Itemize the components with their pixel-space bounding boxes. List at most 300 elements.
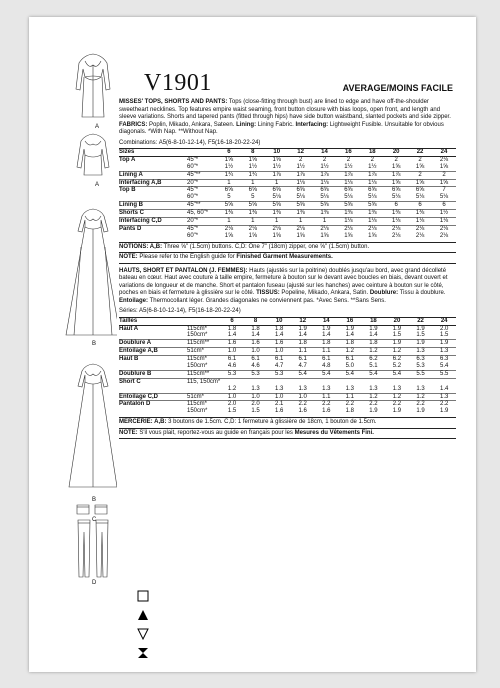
- yardage-cell: 2.0: [439, 325, 449, 332]
- yardage-cell: 1⅞: [360, 171, 384, 179]
- yardage-cell: 1.0: [291, 393, 315, 401]
- hourglass-icon: [137, 647, 149, 659]
- table-row: [119, 386, 456, 393]
- yardage-cell: 6⅝: [241, 187, 265, 194]
- yardage-cell: 1.1: [338, 393, 362, 401]
- yardage-cell: 5⅝: [336, 202, 360, 210]
- yardage-cell: 1⅞: [289, 171, 313, 179]
- yardage-cell: 5.4: [315, 370, 339, 378]
- yardage-cell: 6: [408, 202, 432, 210]
- english-description: MISSES' TOPS, SHORTS AND PANTS: Tops (close-fitting through bust) are lined to edge and have off-the-shoulder sweetheart necklines. Top features empire waist seaming, front button closure with bias loops, open front, and length and sleeve variations. Shorts and tapered pants (fitted through hips) have side button waistband, slanted pockets and side zipper. FABRICS: Poplin, Mikado, Ankara, Sateen. Lining: Lining Fabric. Interfacing: Lightweight Fusible. Unsuitable for obvious diagonals. *With Nap. **Without Nap.: [119, 99, 451, 135]
- yardage-cell: 1⅝: [344, 232, 353, 239]
- yardage-cell: 4.6: [227, 363, 237, 370]
- yardage-cell: 2: [394, 156, 398, 163]
- yardage-cell: 6.1: [267, 356, 291, 363]
- row-label: Haut A: [119, 325, 139, 332]
- row-label: Pants D: [119, 225, 187, 232]
- yardage-cell: 2⅛: [313, 225, 337, 232]
- row-label: Interfacing A,B: [119, 179, 187, 187]
- yardage-cell: 1⅛: [432, 218, 456, 226]
- table-row: [119, 179, 456, 187]
- row-label: Haut B: [119, 356, 187, 363]
- triangle-up-icon: [137, 609, 149, 621]
- figure-label-a2: A: [95, 182, 100, 188]
- yardage-cell: 1.3: [392, 385, 402, 392]
- figure-label-b1: B: [92, 341, 97, 347]
- figure-label-c: C: [92, 517, 97, 523]
- yardage-cell: 2: [418, 156, 422, 163]
- yardage-cell: 5.3: [267, 370, 291, 378]
- yardage-cell: 1⅝: [408, 179, 432, 187]
- yardage-cell: 1: [265, 179, 289, 187]
- yardage-cell: 2⅛: [265, 225, 289, 232]
- yardage-cell: 1.6: [220, 340, 244, 348]
- row-label: Entoilage C,D: [119, 393, 187, 401]
- yardage-cell: 1.5: [227, 408, 237, 415]
- fabric-width: [187, 386, 220, 393]
- fabric-width: 45"**: [187, 171, 217, 179]
- yardage-cell: 1⅝: [415, 163, 425, 170]
- yardage-cell: 1⅞: [313, 171, 337, 179]
- yardage-cell: 5⅛: [344, 194, 353, 201]
- yardage-cell: 5⅛: [320, 194, 329, 201]
- top-b-gown-figure-1: [66, 209, 117, 335]
- yardage-cell: 2⅛: [408, 225, 432, 232]
- yardage-cell: 1.9: [369, 408, 378, 415]
- fabric-width: 45"*: [187, 156, 199, 163]
- yardage-cell: 1.4: [439, 385, 449, 392]
- yardage-cell: 1.8: [227, 325, 237, 332]
- yardage-cell: 2: [322, 156, 327, 163]
- yardage-cell: 1.9: [345, 325, 355, 332]
- pattern-envelope-back: [29, 17, 476, 672]
- yardage-cell: 1⅝: [224, 232, 234, 239]
- yardage-cell: 1.9: [322, 325, 331, 332]
- yardage-cell: 5.3: [244, 370, 268, 378]
- table-row: [119, 325, 456, 332]
- yardage-cell: 5.0: [345, 363, 355, 370]
- yardage-cell: 5⅝: [265, 202, 289, 210]
- yardage-cell: 1⅝: [248, 232, 257, 239]
- yardage-cell: 1.9: [439, 408, 449, 415]
- yardage-cell: 6.1: [291, 356, 315, 363]
- yardage-cell: 1½: [296, 163, 305, 170]
- fabric-width: 45"*: [187, 225, 217, 232]
- yardage-cell: 2.0: [244, 401, 268, 408]
- yardage-cell: 1.2: [409, 393, 433, 401]
- yardage-cell: 1.8: [291, 340, 315, 348]
- yardage-cell: 1⅜: [265, 210, 289, 218]
- french-description: HAUTS, SHORT ET PANTALON (J. FEMMES): Hauts (ajustés sur la poitrine) doublés jusqu'au bord, avec grand décolleté bateau en cœur. Haut avec couture à taille empire, fermeture à bouton sur le devant avec boucles en biais, devant ouvert et variations de longueur et de manche. Short et pantalon fuseau (ajusté sur les hanches) avec ceinture à bouton sur le côté, poches en biais et fermeture à glissière sur le côté. TISSUS: Popeline, Mikado, Ankara, Satin. Doublure: Tissu à doublure. Entoilage: Thermocollant léger. Grandes diagonales ne conviennent pas. *Avec Sens. **Sans Sens.: [119, 267, 448, 304]
- row-label: Lining A: [119, 171, 187, 179]
- yardage-cell: 1: [241, 179, 265, 187]
- yardage-cell: 6⅝: [408, 187, 432, 194]
- shorts-c-figure: [77, 505, 107, 514]
- sizes-header: Sizes: [119, 149, 217, 157]
- yardage-cell: 5⅛: [415, 194, 425, 201]
- yardage-cell: 1.0: [244, 393, 268, 401]
- yardage-cell: 1.6: [298, 408, 307, 415]
- figure-label-b2: B: [92, 497, 97, 503]
- yardage-cell: 5⅝: [217, 202, 241, 210]
- yardage-cell: 6⅝: [289, 187, 313, 194]
- yardage-cell: [362, 378, 386, 385]
- yardage-cell: 6.2: [385, 356, 409, 363]
- yardage-cell: 1¾: [241, 171, 265, 179]
- square-symbol-icon: [137, 590, 149, 602]
- yardage-cell: 5⅛: [368, 194, 377, 201]
- fabric-width: 150cm*: [187, 363, 208, 370]
- yardage-cell: 1.0: [267, 348, 291, 356]
- yardage-cell: 5: [227, 194, 231, 201]
- yardage-cell: 1⅝: [439, 163, 449, 170]
- english-yardage-table: Sizes 6 8 10 12 14 16 18 20 22 24 Top A 45"* 1⅝ 1⅝ 1⅝ 2 2 2 2 2 2 2⅛ 60"* 1½ 1½ 1½ 1½ 1½ 1½ 1½ 1⅝ 1⅝ 1⅝ Lining A 45"** 1¾ 1¾ 1⅞ 1⅞ 1⅞ 1⅞ 1⅞ 1⅞ 2 2 Interfacing A,B 20"* 1 1 1 1⅛ 1⅛ 1⅛ 1⅛ 1⅝ 1⅝ 1⅝ Top B 45"* 6⅝ 6⅝ 6⅝ 6⅝ 6⅝ 6⅝ 6⅝ 6⅝ 6⅝ 7 60"* 5 5 5⅛ 5⅛ 5⅛ 5⅛ 5⅛ 5⅛ 5⅛ 5⅛ Lining B 45"** 5⅝ 5⅝ 5⅝ 5⅝ 5⅝ 5⅝ 5⅝ 6 6 6 Shorts C 45, 60"* 1⅜ 1⅜ 1⅜ 1⅜ 1⅜ 1⅜ 1⅜ 1⅜ 1⅜ 1½ Interfacing C,D 20"* 1 1 1 1 1 1⅛ 1⅛ 1⅛ 1⅛ 1⅛ Pants D 45"* 2⅛ 2⅛ 2⅛ 2⅛ 2⅛ 2⅛ 2⅛ 2⅛ 2⅛ 2⅛ 60"* 1⅝ 1⅝ 1⅝ 1⅝ 1⅝ 1⅝ 1⅝ 2⅛ 2⅛ 2⅛: [119, 148, 456, 240]
- french-metrage-table: Tailles 6 8 10 12 14 16 18 20 22 24 Haut A 115cm* 1.8 1.8 1.8 1.9 1.9 1.9 1.9 1.9 1.9 2.0 150cm* 1.4 1.4 1.4 1.4 1.4 1.4 1.4 1.5 1.5 1.5 Doublure A 115cm** 1.6 1.6 1.6 1.8 1.8 1.8 1.8 1.9 1.9 1.9 Entoilage A,B 51cm* 1.0 1.0 1.0 1.1 1.1 1.2 1.2 1.2 1.3 1.3 Haut B 115cm* 6.1 6.1 6.1 6.1 6.1 6.1 6.2 6.2 6.3 6.3 150cm* 4.6 4.6 4.7 4.7 4.8 5.0 5.1 5.2 5.3 5.4 Doublure B 115cm** 5.3 5.3 5.3 5.4 5.4 5.4 5.4 5.4 5.5 5.5 Short C 115, 150cm* 1.2 1.3 1.3 1.3 1.3 1.3 1.3 1.3 1.3 1.4 Entoilage C,D 51cm* 1.0 1.0 1.0 1.0 1.1 1.1 1.2 1.2 1.2 1.3 Pantalon D 115cm* 2.0 2.0 2.1 2.2 2.2 2.2 2.2 2.2 2.2 2.2 150cm* 1.5 1.5 1.6 1.6 1.6 1.8 1.9 1.9 1.9 1.9: [119, 317, 456, 416]
- yardage-cell: 5.4: [338, 370, 362, 378]
- yardage-cell: 1⅛: [289, 179, 313, 187]
- yardage-cell: 1.4: [369, 332, 378, 339]
- yardage-cell: 5.3: [416, 363, 425, 370]
- garment-illustrations: [29, 17, 117, 672]
- yardage-cell: 2.2: [291, 401, 315, 408]
- yardage-cell: 1⅝: [296, 232, 305, 239]
- yardage-cell: 1⅝: [248, 156, 257, 163]
- yardage-cell: 1⅝: [384, 179, 408, 187]
- pants-d-figure: [78, 520, 108, 577]
- table-row: [119, 156, 456, 163]
- fabric-width: 45"*: [187, 187, 217, 194]
- yardage-cell: 1.2: [227, 385, 237, 392]
- fabric-width: 60"*: [187, 232, 199, 239]
- fabric-width: 20"*: [187, 218, 217, 226]
- yardage-cell: 7: [432, 187, 456, 194]
- yardage-cell: 1⅛: [313, 179, 337, 187]
- table-row: [119, 348, 456, 356]
- yardage-cell: 1.9: [392, 325, 402, 332]
- yardage-cell: 6.1: [244, 356, 268, 363]
- yardage-cell: 1⅛: [336, 179, 360, 187]
- yardage-cell: 1.4: [227, 332, 237, 339]
- row-label: [119, 408, 187, 415]
- yardage-cell: 2⅛: [392, 232, 401, 239]
- yardage-cell: 2⅛: [360, 225, 384, 232]
- yardage-cell: 2.1: [267, 401, 291, 408]
- yardage-cell: 1: [265, 218, 289, 226]
- yardage-cell: 1.8: [315, 340, 339, 348]
- french-note: NOTE: S'il vous plait, reportez-vous au guide en français pour les Mesures du Vêtements Fini.: [119, 428, 456, 440]
- yardage-cell: 1.9: [416, 408, 425, 415]
- yardage-cell: 1.6: [244, 340, 268, 348]
- yardage-cell: 6⅝: [217, 187, 241, 194]
- yardage-cell: 1.9: [369, 325, 378, 332]
- yardage-cell: 6⅝: [313, 187, 337, 194]
- yardage-cell: 2⅛: [415, 232, 425, 239]
- yardage-cell: 1½: [320, 163, 329, 170]
- triangle-down-icon: [137, 628, 149, 640]
- table-row: [119, 363, 456, 370]
- yardage-cell: 1.3: [369, 385, 378, 392]
- row-label: [119, 164, 187, 171]
- yardage-cell: 6.3: [432, 356, 456, 363]
- yardage-cell: 1.1: [315, 393, 339, 401]
- row-label: Entoilage A,B: [119, 348, 187, 356]
- row-label: [119, 332, 187, 339]
- yardage-cell: 1.0: [244, 348, 268, 356]
- table-row: [119, 401, 456, 408]
- yardage-cell: 1.1: [291, 348, 315, 356]
- yardage-cell: 5⅝: [289, 202, 313, 210]
- yardage-cell: 1⅝: [368, 232, 377, 239]
- yardage-cell: 1.2: [362, 393, 386, 401]
- yardage-cell: 1½: [272, 163, 281, 170]
- table-row: [119, 393, 456, 401]
- fabric-width: 51cm*: [187, 348, 220, 356]
- yardage-cell: 2⅛: [241, 225, 265, 232]
- yardage-cell: 1⅝: [224, 156, 234, 163]
- fabric-width: 115cm**: [187, 340, 220, 348]
- info-column: [119, 99, 456, 439]
- table-row: [119, 378, 456, 385]
- yardage-cell: 1.9: [432, 340, 456, 348]
- yardage-cell: 5⅝: [241, 202, 265, 210]
- yardage-cell: 1.3: [251, 385, 260, 392]
- yardage-cell: 1.8: [274, 325, 284, 332]
- row-label: Interfacing C,D: [119, 218, 187, 226]
- yardage-cell: 1.3: [345, 385, 355, 392]
- yardage-cell: 5⅛: [296, 194, 305, 201]
- yardage-cell: 2: [408, 171, 432, 179]
- yardage-cell: 1.3: [432, 348, 456, 356]
- yardage-cell: 1⅛: [360, 218, 384, 226]
- yardage-cell: 2.2: [315, 401, 339, 408]
- row-label: Doublure A: [119, 340, 187, 348]
- yardage-cell: 1½: [224, 163, 234, 170]
- fabric-width: 150cm*: [187, 408, 208, 415]
- yardage-cell: 1⅝: [392, 163, 401, 170]
- yardage-cell: 2.2: [338, 401, 362, 408]
- yardage-cell: 5.5: [432, 370, 456, 378]
- yardage-cell: 1: [289, 218, 313, 226]
- yardage-cell: 1⅜: [408, 210, 432, 218]
- yardage-cell: 1.8: [338, 340, 362, 348]
- fabric-width: 115cm**: [187, 370, 220, 378]
- yardage-cell: 2: [432, 171, 456, 179]
- yardage-cell: 2⅛: [336, 225, 360, 232]
- fabric-width: 115cm*: [187, 356, 220, 363]
- yardage-cell: 5⅝: [360, 202, 384, 210]
- yardage-cell: 5.4: [291, 370, 315, 378]
- yardage-cell: 1.3: [298, 385, 307, 392]
- yardage-cell: 1.3: [416, 385, 425, 392]
- yardage-cell: 6.1: [338, 356, 362, 363]
- yardage-cell: 6: [432, 202, 456, 210]
- yardage-cell: 5⅝: [313, 202, 337, 210]
- table-row: [119, 332, 456, 339]
- yardage-cell: 1: [241, 218, 265, 226]
- yardage-cell: 1⅜: [336, 210, 360, 218]
- pattern-number: V1901: [144, 70, 212, 96]
- table-row: [119, 218, 456, 226]
- yardage-cell: 1⅜: [360, 210, 384, 218]
- yardage-cell: 1⅝: [272, 232, 281, 239]
- figure-label-d: D: [92, 580, 97, 586]
- fabric-width: 115cm*: [187, 401, 220, 408]
- yardage-cell: 1.2: [362, 348, 386, 356]
- yardage-cell: 1.3: [409, 348, 433, 356]
- fabric-width: 60"*: [187, 163, 199, 170]
- yardage-cell: 1½: [368, 163, 377, 170]
- yardage-cell: 1.4: [345, 332, 355, 339]
- yardage-cell: 1.5: [392, 332, 402, 339]
- yardage-cell: 2: [370, 156, 374, 163]
- yardage-cell: 1.6: [267, 340, 291, 348]
- yardage-cell: 5.4: [439, 363, 449, 370]
- yardage-cell: 1⅞: [265, 171, 289, 179]
- yardage-cell: 1.2: [385, 348, 409, 356]
- yardage-cell: 1⅜: [384, 210, 408, 218]
- row-label: Top B: [119, 187, 187, 194]
- row-label: Short C: [119, 378, 187, 385]
- yardage-cell: 2⅛: [289, 225, 313, 232]
- yardage-cell: 5⅛: [392, 194, 401, 201]
- yardage-cell: 4.7: [298, 363, 307, 370]
- yardage-cell: 6.1: [220, 356, 244, 363]
- yardage-cell: 1½: [344, 163, 353, 170]
- fabric-width: 115cm*: [187, 325, 207, 332]
- difficulty-label: AVERAGE/MOINS FACILE: [342, 83, 453, 93]
- table-row: [119, 233, 456, 240]
- yardage-cell: 1.4: [274, 332, 284, 339]
- yardage-cell: 6⅝: [384, 187, 408, 194]
- yardage-cell: 6⅝: [360, 187, 384, 194]
- fabric-width: 51cm*: [187, 393, 220, 401]
- yardage-cell: 2⅛: [384, 225, 408, 232]
- row-label: [119, 194, 187, 201]
- yardage-cell: [291, 378, 315, 385]
- yardage-cell: 1.6: [274, 408, 284, 415]
- yardage-cell: 1.3: [432, 393, 456, 401]
- yardage-cell: 5.4: [362, 370, 386, 378]
- table-row: [119, 202, 456, 210]
- yardage-cell: 5.5: [409, 370, 433, 378]
- yardage-cell: [432, 378, 456, 385]
- row-label: Top A: [119, 156, 136, 163]
- yardage-cell: 2.2: [409, 401, 433, 408]
- fabric-width: 20"*: [187, 179, 217, 187]
- yardage-cell: 5.4: [385, 370, 409, 378]
- row-label: Lining B: [119, 202, 187, 210]
- yardage-cell: [338, 378, 362, 385]
- yardage-cell: 1.8: [251, 325, 260, 332]
- yardage-cell: [244, 378, 268, 385]
- fabric-width: 115, 150cm*: [187, 378, 221, 385]
- yardage-cell: 1.4: [322, 332, 331, 339]
- fabric-width: 45"**: [187, 202, 217, 210]
- figure-label-a1: A: [95, 124, 100, 130]
- english-combinations: Combinations: A5(6-8-10-12-14), F5(16-18-20-22-24): [119, 139, 261, 146]
- yardage-cell: [315, 378, 339, 385]
- table-row: [119, 210, 456, 218]
- french-notions: MERCERIE: A,B: 3 boutons de 1.5cm. C,D: 1 fermeture à glissière de 18cm, 1 bouton de 1.5cm.: [119, 417, 456, 427]
- table-row: [119, 194, 456, 201]
- yardage-cell: 1⅜: [217, 210, 241, 218]
- yardage-cell: 1.4: [251, 332, 260, 339]
- yardage-cell: 5.3: [220, 370, 244, 378]
- english-note: NOTE: Please refer to the English guide for Finished Garment Measurements.: [119, 252, 456, 264]
- yardage-cell: 1⅞: [384, 171, 408, 179]
- row-label: Pantalon D: [119, 401, 187, 408]
- yardage-cell: 1⅛: [384, 218, 408, 226]
- yardage-cell: 2: [298, 156, 303, 163]
- yardage-cell: 1⅞: [336, 171, 360, 179]
- yardage-cell: 1.8: [345, 408, 355, 415]
- yardage-cell: [385, 378, 409, 385]
- row-label: Shorts C: [119, 210, 187, 218]
- yardage-cell: 5: [251, 194, 255, 201]
- yardage-cell: 1.2: [338, 348, 362, 356]
- yardage-cell: 1½: [248, 163, 257, 170]
- yardage-cell: 1.4: [298, 332, 307, 339]
- yardage-cell: 1: [217, 218, 241, 226]
- yardage-cell: 2⅛: [217, 225, 241, 232]
- yardage-cell: 2.2: [385, 401, 409, 408]
- yardage-cell: 2: [346, 156, 351, 163]
- yardage-cell: 1.5: [439, 332, 449, 339]
- yardage-cell: 2.0: [220, 401, 244, 408]
- table-row: [119, 408, 456, 415]
- yardage-cell: 1.9: [409, 340, 433, 348]
- yardage-cell: 6⅝: [336, 187, 360, 194]
- yardage-cell: 1.2: [385, 393, 409, 401]
- yardage-cell: 2.2: [362, 401, 386, 408]
- top-b-gown-figure-2: [69, 364, 117, 487]
- yardage-cell: 1.6: [322, 408, 331, 415]
- yardage-cell: 2.2: [432, 401, 456, 408]
- yardage-cell: 4.7: [274, 363, 284, 370]
- top-a-short-sleeve-figure: [77, 134, 109, 175]
- fabric-width: 150cm*: [187, 332, 208, 339]
- yardage-cell: 1⅝: [320, 232, 329, 239]
- table-row: [119, 171, 456, 179]
- french-combinations: Séries: A5(6-8-10-12-14), F5(16-18-20-22-24): [119, 308, 241, 315]
- row-label: [119, 363, 187, 370]
- yardage-cell: 1: [217, 179, 241, 187]
- table-row: [119, 187, 456, 194]
- yardage-cell: 6: [384, 202, 408, 210]
- yardage-cell: 1⅛: [408, 218, 432, 226]
- yardage-cell: 1⅜: [241, 210, 265, 218]
- fabric-width: 45, 60"*: [187, 210, 217, 218]
- english-notions: NOTIONS: A,B: Three ⅝" (1.5cm) buttons. C,D: One 7" (18cm) zipper, one ⅝" (1.5cm) button.: [119, 242, 456, 252]
- yardage-cell: 5⅛: [272, 194, 281, 201]
- yardage-cell: 1⅜: [289, 210, 313, 218]
- fabric-width: 60"*: [187, 194, 199, 201]
- tailles-header: Tailles: [119, 317, 220, 325]
- yardage-cell: 5.2: [392, 363, 402, 370]
- row-label: [119, 233, 187, 240]
- yardage-cell: 1.0: [220, 348, 244, 356]
- yardage-cell: 1¾: [217, 171, 241, 179]
- yardage-cell: 6.1: [315, 356, 339, 363]
- yardage-cell: 2⅛: [439, 232, 449, 239]
- yardage-cell: 6⅝: [265, 187, 289, 194]
- yardage-cell: 5⅛: [439, 194, 449, 201]
- yardage-cell: 6.2: [362, 356, 386, 363]
- yardage-cell: 1.5: [416, 332, 425, 339]
- yardage-cell: [220, 378, 244, 385]
- table-row: [119, 356, 456, 363]
- yardage-cell: 1½: [432, 210, 456, 218]
